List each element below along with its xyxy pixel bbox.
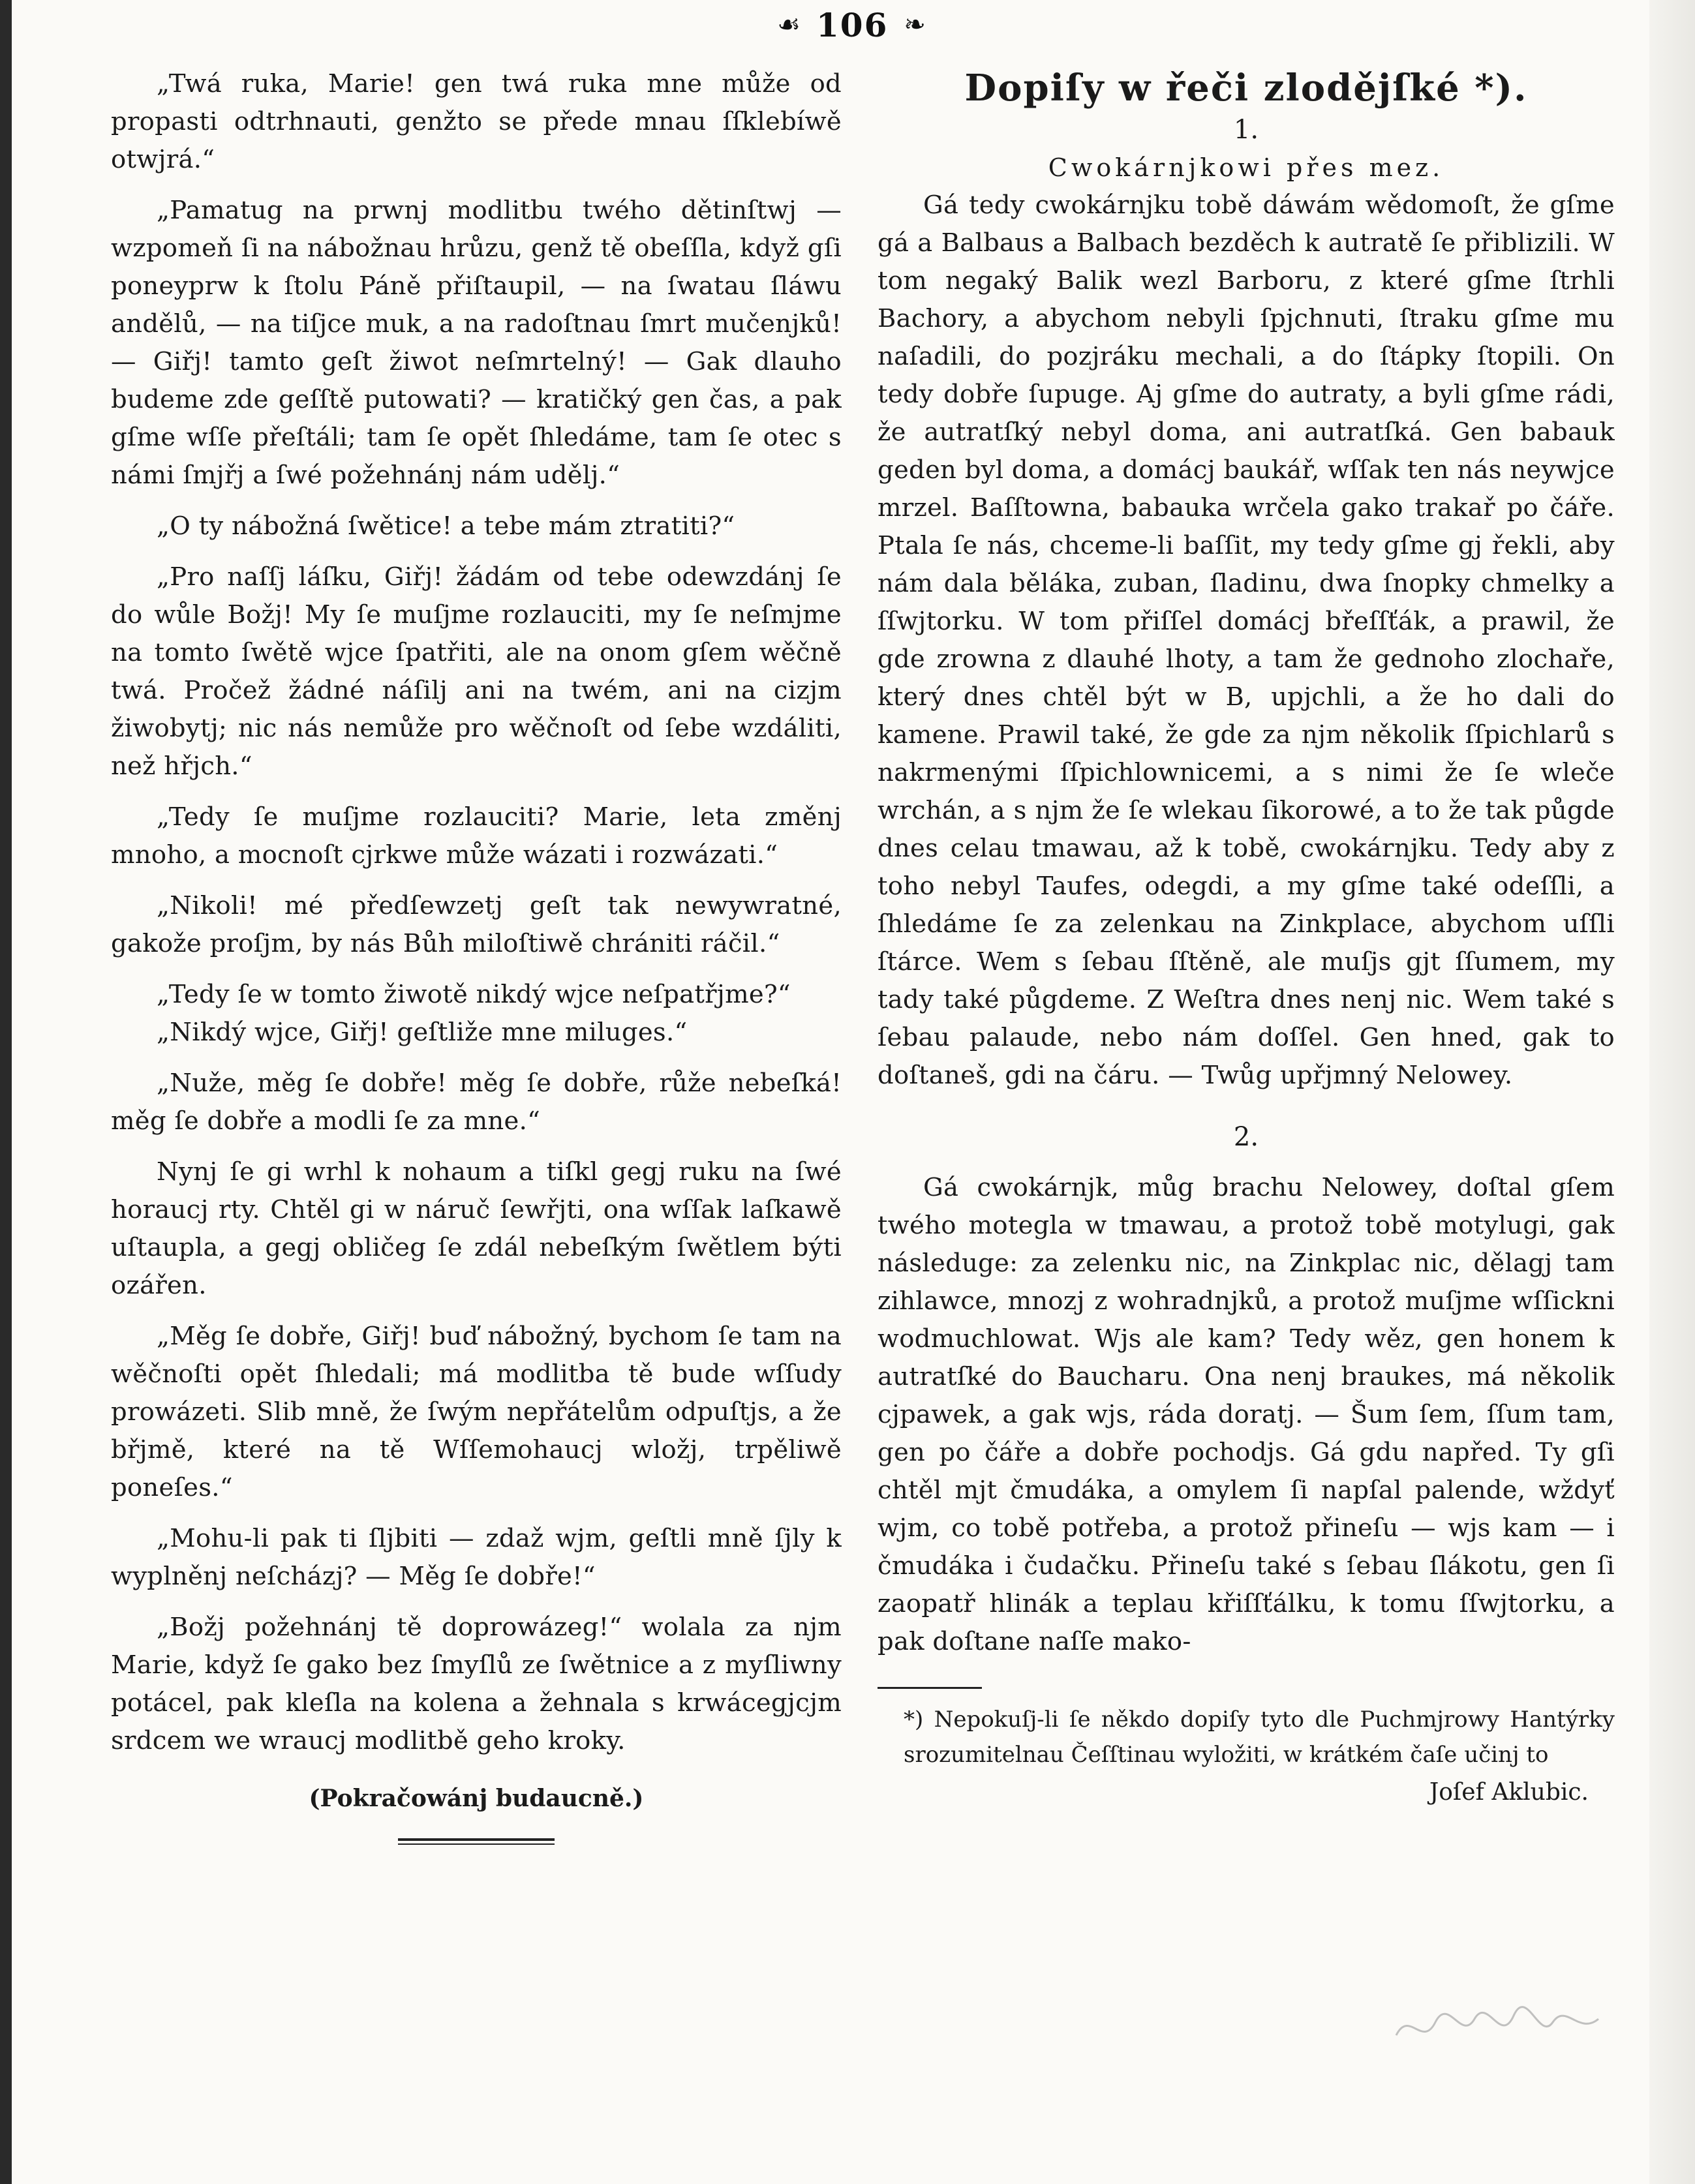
letter-paragraph: Gá cwokárnjk, můg brachu Nelowey, doſtal gſem twého motegla w tmawau, a protož tobě motylugi, gak následuge: za zelenku nic, na Zinkplac nic, dělagj tam zihlawce, mnozj z wohradnjků, a protož muſjme wſſickni wodmuchlowat. Wjs ale kam? Tedy wěz, gen honem k autratſké do Baucharu. Ona nenj braukes, má několik cjpawek, a gak wjs, ráda doratj. — Šum ſem, ſſum tam, gen po čáře a dobře pochodjs. Gá gdu napřed. Ty gſi chtěl mjt čmudáka, a omylem ſi napſal palende, wždyť wjm, co tobě potřeba, a protož přineſu — wjs kam — i čmudáka i čudačku. Přineſu také s ſebau ſlákotu, gen ſi zaopatř hlinák a teplau křiſſťálku, k tomu ſſwjtorku, a pak doſtane naſſe mako-	[878, 1173, 1615, 1656]
section-subtitle: Cwokárnjkowi přes mez.	[1048, 153, 1444, 182]
ornament-left-icon: ☙	[777, 10, 801, 40]
left-paragraph: „Pamatug na prwnj modlitbu twého dětinſtwj — wzpomeň ſi na nábožnau hrůzu, genž tě obeſſla, když gſi poneyprw k ſtolu Páně přiſtaupil, — na ſwatau ſláwu andělů, — na tiſjce muk, a na radoſtnau ſmrt mučenjků! — Giřj! tamto geſt žiwot neſmrtelný! — Gak dlauho budeme zde geſſtě putowati? — kratičký gen čas, a pak gſme wſſe přeſtáli; tam ſe opět ſhledáme, tam ſe otec s námi ſmjřj a ſwé požehnánj nám udělj.“	[111, 196, 842, 490]
section-divider	[398, 1838, 555, 1845]
signature: Joſef Aklubic.	[1429, 1779, 1589, 1806]
left-column	[111, 65, 842, 1845]
footnote-divider	[878, 1687, 982, 1689]
letter-paragraph: Gá tedy cwokárnjku tobě dáwám wědomoſt, že gſme gá a Balbaus a Balbach bezděch k autratě ſe přiblizili. W tom negaký Balik wezl Barboru, z které gſme ſtrhli Bachory, a abychom nebyli ſpjchnuti, ſtraku gſme mu naſadili, do pozjráku mechali, a do ſtápky ſtopili. On tedy dobře ſupuge. Aj gſme do autraty, a byli gſme rádi, že autratſký nebyl doma, ani autratſká. Gen babauk geden byl doma, a domácj baukář, wſſak ten nás neywjce mrzel. Baſſtowna, babauka wrčela gako trakař po čáře. Ptala ſe nás, chceme-li baſſit, my tedy gſme gj řekli, aby nám dala běláka, zuban, ſladinu, dwa ſnopky chmelky a ſſwjtorku. W tom přiſſel domácj břeſſťák, a prawil, že gde zrowna z dlauhé lhoty, a tam že gednoho zlochaře, který dnes chtěl být w B, upjchli, a že ho dali do kamene. Prawil také, že gde za njm několik ſſpichlarů s nakrmenými ſſpichlownicemi, a s nimi že ſe wleče wrchán, a s njm že ſe wlekau ſikorowé, a to že tak půgde dnes celau tmawau, až k tobě, cwokárnjku. Tedy aby z toho nebyl Taufes, odegdi, a my gſme také odeſſli, a ſhledáme ſe za zelenkau na Zinkplace, abychom uſſli ſtárce. Wem s ſebau ſſtěně, ale muſjs gjt ſſumem, my tady také půgdeme. Z Weſtra dnes nenj nic. Wem také s ſebau palaude, nebo nám doſſel. Gen hned, gak to doſtaneš, gdi na čáru. — Twůg upřjmný Nelowey.	[878, 190, 1615, 1090]
left-paragraph: „Božj požehnánj tě doprowázeg!“ wolala za njm Marie, když ſe gako bez ſmyſlů ze ſwětnice a z myſliwny potácel, pak kleſla na kolena a žehnala s krwácegjcjm srdcem we wraucj modlitbě geho kroky.	[111, 1613, 842, 1755]
article-title: Dopiſy w řeči zlodějſké *).	[964, 67, 1528, 110]
continuation-note: (Pokračowánj budaucně.)	[309, 1785, 644, 1812]
section-number: 1.	[1233, 115, 1259, 145]
left-paragraph: Nynj ſe gi wrhl k nohaum a tiſkl gegj ruku na ſwé horaucj rty. Chtěl gi w náruč ſewřjti, ona wſſak laſkawě uſtaupla, a gegj obličeg ſe zdál nebeſkým ſwětlem býti ozářen.	[111, 1157, 842, 1300]
page-number: 106	[816, 5, 889, 44]
left-paragraph: „Tedy ſe muſjme rozlauciti? Marie, leta změnj mnoho, a mocnoſt cjrkwe může wázati i rozwázati.“	[111, 802, 842, 870]
handwritten-mark	[1390, 1996, 1605, 2055]
left-paragraph: „Pro naſſj láſku, Giřj! žádám od tebe odewzdánj ſe do wůle Božj! My ſe muſjme rozlauciti, my ſe neſmjme na tomto ſwětě wjce ſpatřiti, ale na onom gſem wěčně twá. Pročež žádné náſilj ani na twém, ani na cizjm žiwobytj; nic nás nemůže pro wěčnoſt od ſebe wzdáliti, než hřjch.“	[111, 562, 842, 781]
left-paragraph: „Nikoli! mé předſewzetj geſt tak newywratné, gakože proſjm, by nás Bůh miloſtiwě chrániti ráčil.“	[111, 891, 842, 958]
left-paragraph: „Tedy ſe w tomto žiwotě nikdý wjce neſpatřjme?“	[157, 980, 791, 1009]
scan-right-margin	[1649, 0, 1695, 2184]
left-paragraph: „Nuže, měg ſe dobře! měg ſe dobře, růže nebeſká! měg ſe dobře a modli ſe za mne.“	[111, 1069, 842, 1136]
section-number: 2.	[1233, 1122, 1259, 1152]
ornament-right-icon: ❧	[904, 10, 926, 40]
left-paragraph: „Twá ruka, Marie! gen twá ruka mne může od propasti odtrhnauti, genžto se přede mnau ſſklebíwě otwjrá.“	[111, 69, 842, 174]
left-paragraph: „Nikdý wjce, Giřj! geſtliže mne miluges.“	[157, 1018, 688, 1047]
left-paragraph: „Mohu-li pak ti ſljbiti — zdaž wjm, geſtli mně ſjly k wyplněnj neſcházj? — Měg ſe dobře!“	[111, 1524, 842, 1591]
scan-left-edge	[0, 0, 12, 2184]
right-column	[878, 65, 1615, 1806]
page-header	[737, 5, 966, 44]
left-paragraph: „Měg ſe dobře, Giřj! buď nábožný, bychom ſe tam na wěčnoſti opět ſhledali; má modlitba tě bude wſſudy prowázeti. Slib mně, že ſwým nepřátelům odpuſtjs, a že břjmě, které na tě Wſſemohaucj wložj, trpěliwě poneſes.“	[111, 1322, 842, 1502]
left-paragraph: „O ty nábožná ſwětice! a tebe mám ztratiti?“	[157, 511, 735, 541]
footnote: *) Nepokuſj-li ſe někdo dopiſy tyto dle Puchmjrowy Hantýrky srozumitelnau Čeſſtinau wyložiti, w krátkém čaſe učinj to	[904, 1706, 1615, 1768]
